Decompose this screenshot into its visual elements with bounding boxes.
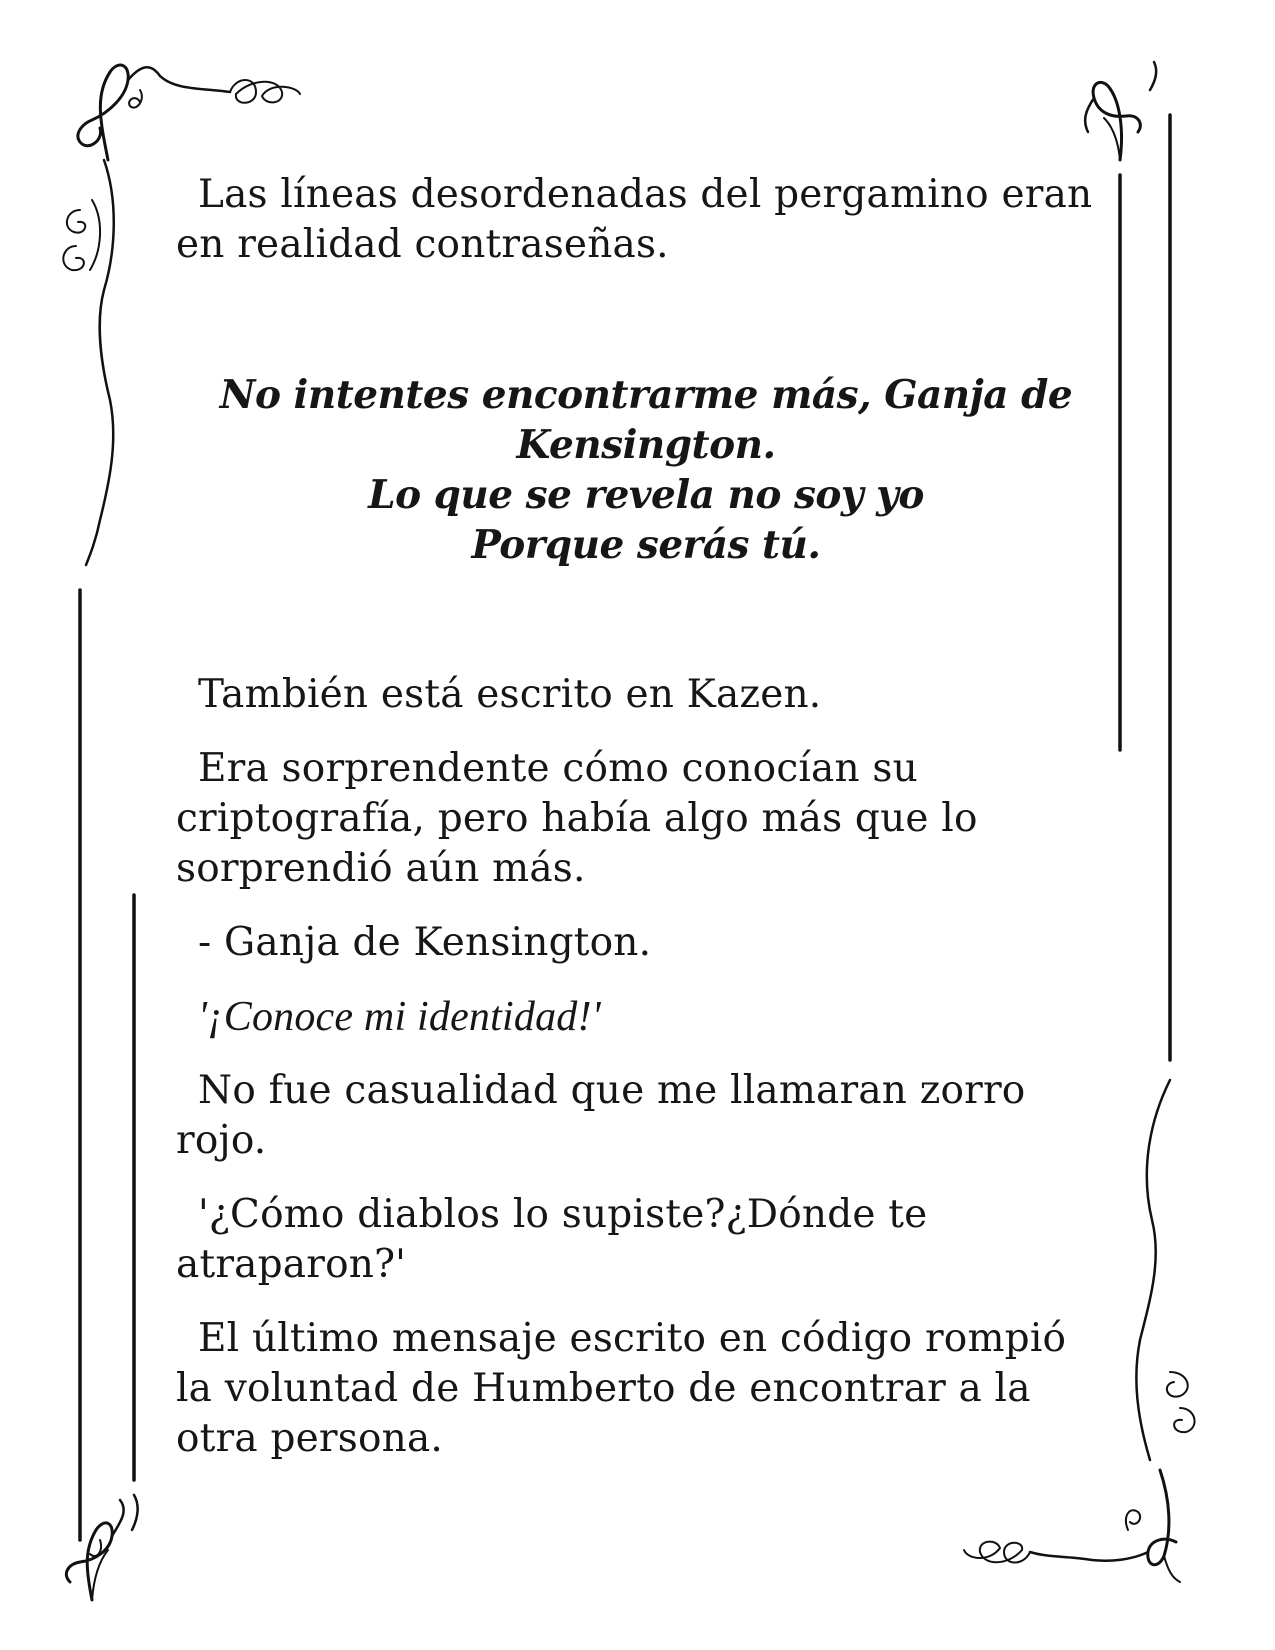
verse-line: Lo que se revela no soy yo [368, 472, 924, 518]
corner-flourish-icon [66, 1495, 137, 1600]
border-line-icon [1120, 115, 1170, 1060]
paragraph: Era sorprendente cómo conocían su criptografía, pero había algo más que lo sorprendió aún más. [176, 746, 978, 891]
thought-line: '¡Conoce mi identidad!' [198, 994, 601, 1040]
verse-line: No intentes encontrarme más, Ganja de Kensington. [219, 372, 1073, 468]
verse-line: Porque serás tú. [471, 522, 821, 568]
dialogue-line: - Ganja de Kensington. [198, 920, 652, 965]
paragraph-intro: Las líneas desordenadas del pergamino eran en realidad contraseñas. [176, 172, 1093, 267]
paragraph: También está escrito en Kazen. [198, 672, 822, 717]
thought-line: '¿Cómo diablos lo supiste?¿Dónde te atraparon?' [176, 1192, 928, 1287]
paragraph: El último mensaje escrito en código rompió la voluntad de Humberto de encontrar a la otra persona. [176, 1316, 1067, 1461]
border-line-icon [80, 590, 134, 1540]
paragraph: No fue casualidad que me llamaran zorro rojo. [176, 1068, 1026, 1163]
verse-block [176, 370, 1106, 570]
corner-flourish-icon [1085, 62, 1156, 160]
document-body [176, 170, 1106, 1464]
